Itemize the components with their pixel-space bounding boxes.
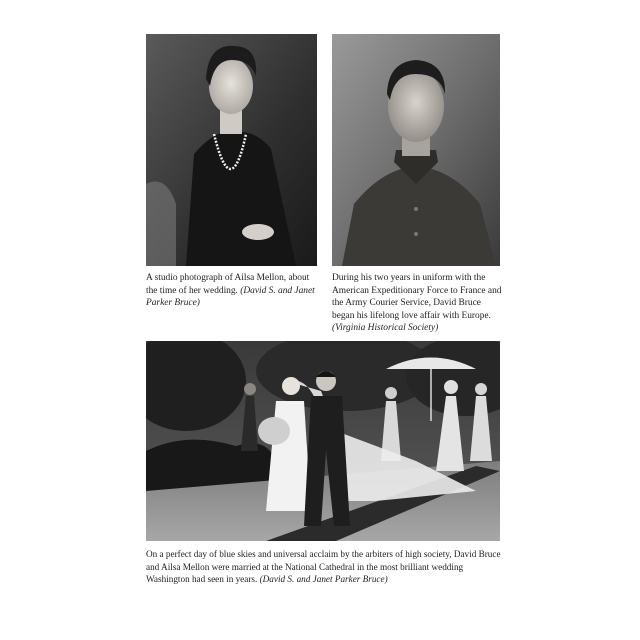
wedding-caption-credit: (David S. and Janet Parker Bruce) [259,574,388,585]
david-bruce-photo [332,34,500,266]
wedding-photo [146,341,500,541]
david-caption-text: During his two years in uniform with the American Expeditionary Force to France and the Army Courier Service, David Bruce began his lifelong love affair with Europe. [332,273,502,321]
ailsa-portrait-image [146,34,317,266]
ailsa-mellon-photo [146,34,317,266]
wedding-caption-text: On a perfect day of blue skies and universal acclaim by the arbiters of high society, David Bruce and Ailsa Mellon were married at the National Cathedral in the most brilliant wedding Washington had seen in years. [146,549,501,585]
wedding-procession-image [146,341,500,541]
david-caption-credit: (Virginia Historical Society) [332,323,439,334]
ailsa-photo-caption [146,272,318,310]
david-photo-caption [332,272,502,335]
ailsa-caption-text: A studio photograph of Ailsa Mellon, about the time of her wedding. [146,273,310,296]
ailsa-caption-credit: (David S. and Janet Parker Bruce) [146,285,315,309]
david-portrait-image [332,34,500,266]
wedding-photo-caption [146,548,504,586]
